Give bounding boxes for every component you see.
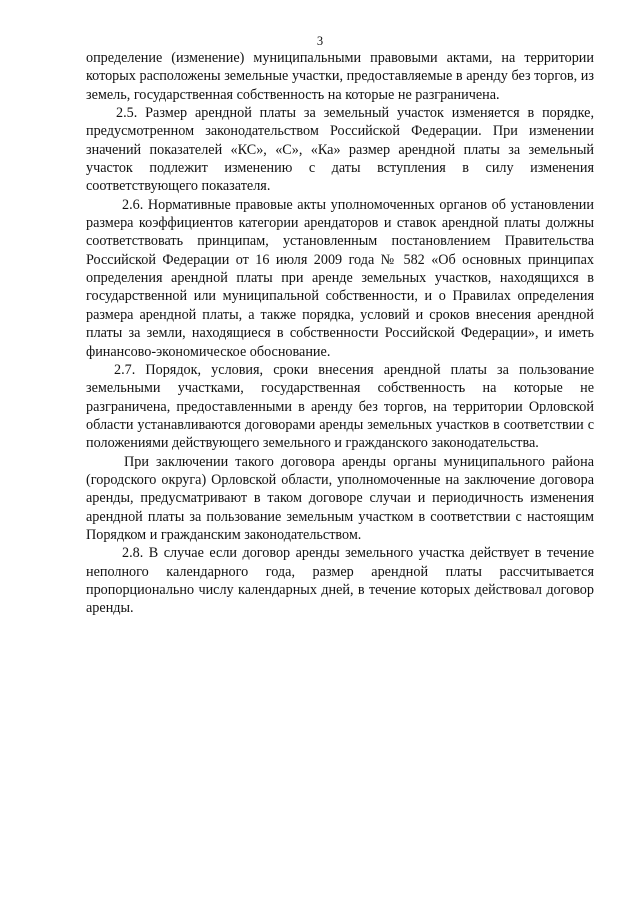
- paragraph-continuation: определение (изменение) муниципальными правовыми актами, на территории которых расположены земельные участки, предоставляемые в аренду без торгов, из земель, государственная собственность на которые не разграничена.: [86, 50, 594, 103]
- paragraph-2-7: 2.7. Порядок, условия, сроки внесения арендной платы за пользование земельными участками, государственная собственность на которые не разграничена, предоставленными в аренду без торгов, на территории Орловской области устанавливаются договорами аренды земельных участков в соответствии с положениями действующего земельного и гражданского законодательства.: [86, 361, 594, 452]
- paragraph-2-5: 2.5. Размер арендной платы за земельный участок изменяется в порядке, предусмотренном законодательством Российской Федерации. При изменении значений показателей «КС», «С», «Ка» размер арендной платы за земельный участок подлежит изменению с даты вступления в силу изменения соответствующего показателя.: [86, 105, 594, 195]
- document-body: [86, 49, 594, 618]
- paragraph-contract-terms: При заключении такого договора аренды органы муниципального района (городского округа) Орловской области, уполномоченные на заключение договора аренды, предусматривают в таком договоре случаи и периодичность изменения арендной платы за пользование земельным участком в соответствии с настоящим Порядком и гражданским законодательством.: [86, 453, 594, 543]
- paragraph-2-6: 2.6. Нормативные правовые акты уполномоченных органов об установлении размера коэффициентов категории арендаторов и ставок арендной платы должны соответствовать принципам, установленным постановлением Правительства Российской Федерации от 16 июля 2009 года № 582 «Об основных принципах определения арендной платы при аренде земельных участков, находящихся в государственной или муниципальной собственности, и о Правилах определения размера арендной платы, а также порядка, условий и сроков внесения арендной платы за земли, находящиеся в собственности Российской Федерации», и иметь финансово-экономическое обоснование.: [86, 196, 594, 360]
- page-number: 3: [316, 34, 324, 48]
- paragraph-2-8: 2.8. В случае если договор аренды земельного участка действует в течение неполного календарного года, размер арендной платы рассчитывается пропорционально числу календарных дней, в течение которых действовал договор аренды.: [86, 545, 594, 617]
